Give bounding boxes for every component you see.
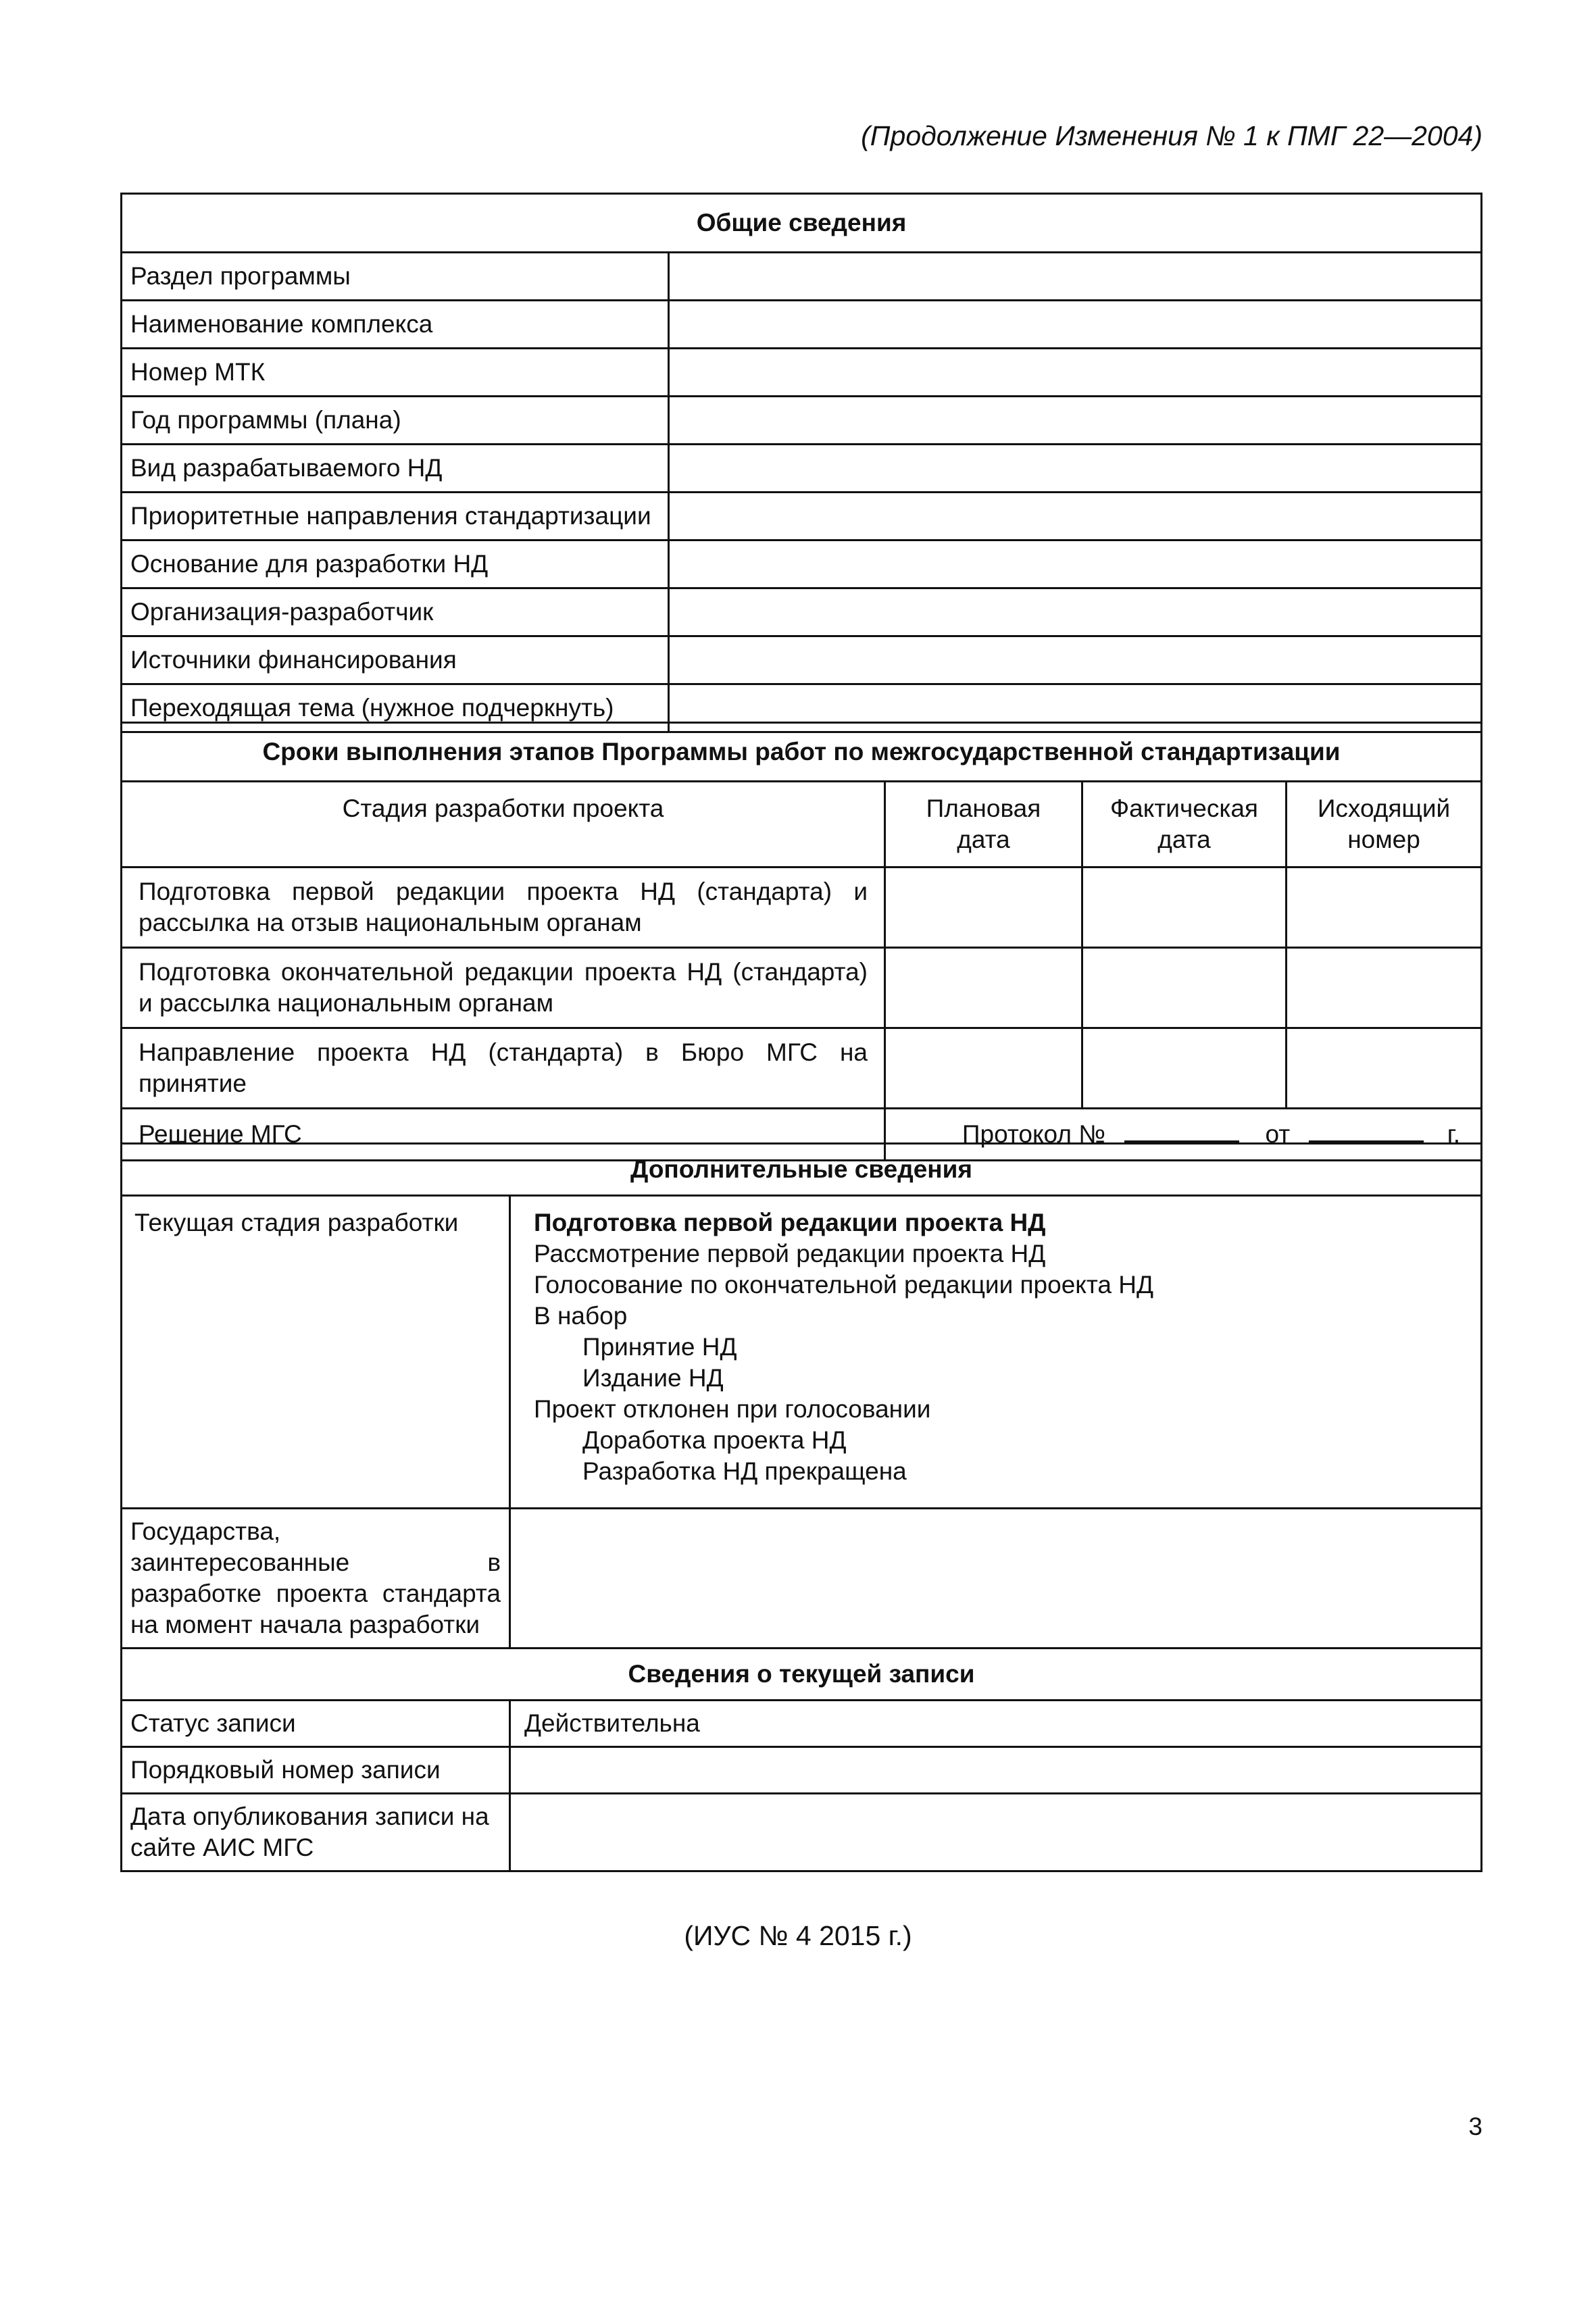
record-info-row (122, 1701, 1482, 1747)
general-info-label: Раздел программы (122, 253, 669, 301)
col-planned-date: Плановая дата (885, 782, 1082, 867)
protocol-label: Протокол № (962, 1120, 1105, 1148)
general-info-row (122, 588, 1482, 636)
outgoing-number-cell (1287, 867, 1482, 948)
stage-row (122, 948, 1482, 1028)
record-info-title: Сведения о текущей записи (122, 1649, 1482, 1701)
additional-info-table (120, 1142, 1482, 1872)
stage-option: Доработка проекта НД (582, 1426, 847, 1454)
general-info-row (122, 445, 1482, 493)
current-stage-label: Текущая стадия разработки (122, 1196, 510, 1509)
general-info-row (122, 636, 1482, 684)
page-number: 3 (1468, 2113, 1482, 2140)
stage-name: Направление проекта НД (стандарта) в Бюро МГС на принятие (122, 1028, 885, 1109)
record-info-value (510, 1747, 1482, 1794)
general-info-row (122, 349, 1482, 397)
stage-name: Подготовка окончательной редакции проекта НД (стандарта) и рассылка национальным органам (122, 948, 885, 1028)
stage-name: Подготовка первой редакции проекта НД (стандарта) и рассылка на отзыв национальным органам (122, 867, 885, 948)
stage-option: Рассмотрение первой редакции проекта НД (534, 1240, 1046, 1267)
record-info-value: Действительна (510, 1701, 1482, 1747)
general-info-label: Номер МТК (122, 349, 669, 397)
protocol-date-blank (1309, 1120, 1424, 1142)
stage-option: Голосование по окончательной редакции проекта НД (534, 1271, 1154, 1299)
general-info-value (669, 445, 1482, 493)
decision-label: Решение МГС (122, 1109, 885, 1161)
stages-table (120, 722, 1482, 1161)
actual-date-cell (1082, 1028, 1287, 1109)
actual-date-cell (1082, 867, 1287, 948)
record-info-label: Дата опубликования записи на сайте АИС МГС (122, 1794, 510, 1871)
stages-title: Сроки выполнения этапов Программы работ по межгосударственной стандартизации (122, 723, 1482, 782)
general-info-label: Вид разрабатываемого НД (122, 445, 669, 493)
record-info-row (122, 1747, 1482, 1794)
additional-info-title: Дополнительные сведения (122, 1144, 1482, 1196)
general-info-label: Наименование комплекса (122, 301, 669, 349)
record-info-label: Порядковый номер записи (122, 1747, 510, 1794)
year-suffix: г. (1447, 1120, 1460, 1148)
outgoing-number-cell (1287, 948, 1482, 1028)
planned-date-cell (885, 867, 1082, 948)
stage-option: Разработка НД прекращена (582, 1457, 907, 1485)
general-info-label: Год программы (плана) (122, 397, 669, 445)
outgoing-number-cell (1287, 1028, 1482, 1109)
record-info-value (510, 1794, 1482, 1871)
col-actual-date: Фактическая дата (1082, 782, 1287, 867)
general-info-table (120, 193, 1482, 733)
from-label: от (1265, 1120, 1291, 1148)
general-info-row (122, 540, 1482, 588)
general-info-value (669, 493, 1482, 540)
general-info-label: Приоритетные направления стандартизации (122, 493, 669, 540)
col-outgoing-number: Исходящий номер (1287, 782, 1482, 867)
protocol-number-blank (1124, 1120, 1239, 1142)
stage-option: Проект отклонен при голосовании (534, 1395, 931, 1423)
general-info-title: Общие сведения (122, 194, 1482, 253)
planned-date-cell (885, 1028, 1082, 1109)
stage-option: Подготовка первой редакции проекта НД (534, 1209, 1046, 1236)
stage-option: Издание НД (582, 1364, 724, 1392)
general-info-value (669, 301, 1482, 349)
record-info-label: Статус записи (122, 1701, 510, 1747)
stage-option: Принятие НД (582, 1333, 737, 1361)
general-info-row (122, 301, 1482, 349)
current-stage-list (510, 1196, 1482, 1509)
general-info-value (669, 397, 1482, 445)
general-info-value (669, 349, 1482, 397)
stage-option: В набор (534, 1302, 628, 1330)
page-header: (Продолжение Изменения № 1 к ПМГ 22—2004) (861, 120, 1482, 151)
general-info-value (669, 588, 1482, 636)
general-info-label: Переходящая тема (нужное подчеркнуть) (122, 684, 669, 732)
general-info-row (122, 397, 1482, 445)
col-stage: Стадия разработки проекта (122, 782, 885, 867)
general-info-label: Источники финансирования (122, 636, 669, 684)
general-info-label: Организация-разработчик (122, 588, 669, 636)
record-info-row (122, 1794, 1482, 1871)
footer-source: (ИУС № 4 2015 г.) (684, 1920, 912, 1951)
general-info-label: Основание для разработки НД (122, 540, 669, 588)
general-info-value (669, 540, 1482, 588)
stage-row (122, 867, 1482, 948)
general-info-row (122, 253, 1482, 301)
general-info-value (669, 636, 1482, 684)
actual-date-cell (1082, 948, 1287, 1028)
interested-states-label: Государства, заинтересованные в разработке проекта стандарта на момент начала разработки (122, 1509, 510, 1649)
stage-row (122, 1028, 1482, 1109)
planned-date-cell (885, 948, 1082, 1028)
general-info-value (669, 253, 1482, 301)
general-info-row (122, 493, 1482, 540)
interested-states-value (510, 1509, 1482, 1649)
